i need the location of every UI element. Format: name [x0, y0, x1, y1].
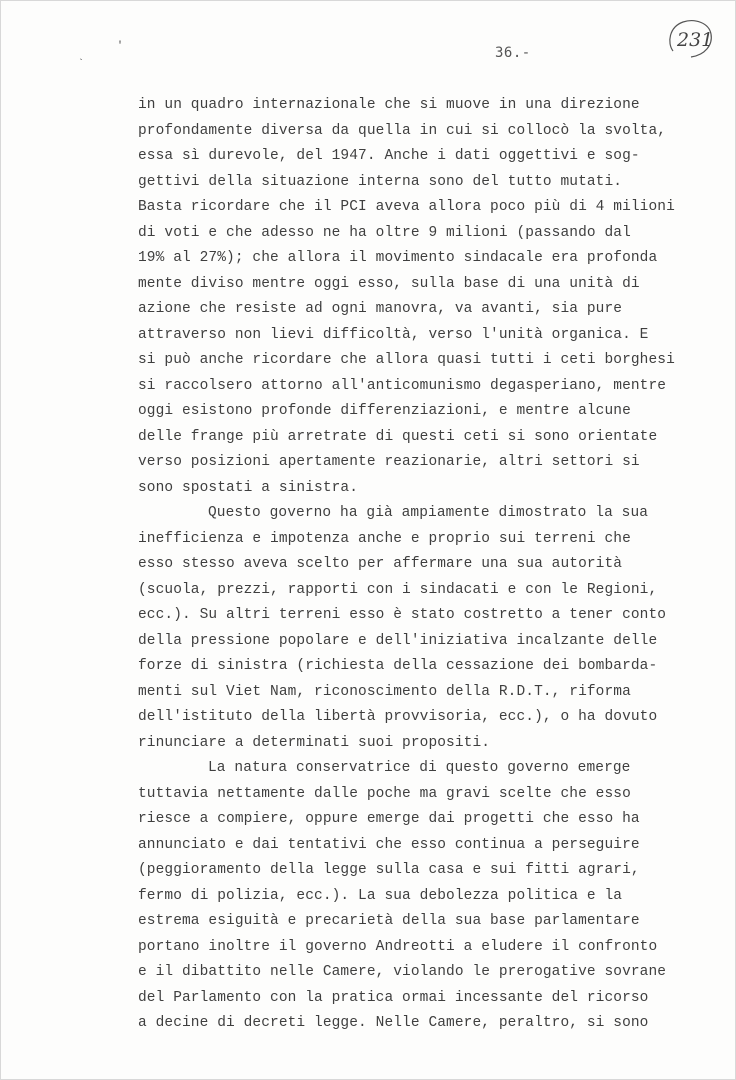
text-line: Questo governo ha già ampiamente dimostrato la sua	[208, 505, 649, 521]
text-line: ecc.). Su altri terreni esso è stato costretto a tener conto	[138, 607, 667, 623]
margin-mark: '	[117, 41, 124, 52]
text-line: attraverso non lievi difficoltà, verso l'unità organica. E	[138, 326, 649, 343]
text-line: (peggioramento della legge sulla casa e sui fitti agrari,	[138, 862, 640, 878]
text-line: a decine di decreti legge. Nelle Camere, peraltro, si sono	[138, 1015, 649, 1031]
text-line: riesce a compiere, oppure emerge dai progetti che esso ha	[138, 811, 640, 827]
text-line: azione che resiste ad ogni manovra, va avanti, sia pure	[138, 301, 623, 317]
text-line: delle frange più arretrate di questi ceti si sono orientate	[138, 428, 658, 445]
text-line: annunciato e dai tentativi che esso continua a perseguire	[138, 836, 640, 853]
text-line: portano inoltre il governo Andreotti a eludere il confronto	[138, 938, 658, 955]
text-line: estrema esiguità e precarietà della sua base parlamentare	[138, 913, 640, 929]
stamp-number: 231	[677, 29, 714, 51]
text-line: esso stesso aveva scelto per affermare una sua autorità	[138, 556, 623, 572]
text-line: fermo di polizia, ecc.). La sua debolezza politica e la	[138, 887, 623, 904]
text-line: gettivi della situazione interna sono del tutto mutati.	[138, 173, 623, 190]
paragraph	[138, 756, 698, 1037]
text-line: e il dibattito nelle Camere, violando le prerogative sovrane	[138, 964, 667, 980]
text-line: verso posizioni apertamente reazionarie, altri settori si	[138, 454, 640, 470]
text-line: (scuola, prezzi, rapporti con i sindacati e con le Regioni,	[138, 581, 658, 598]
text-line: Basta ricordare che il PCI aveva allora poco più di 4 milioni	[138, 199, 675, 215]
text-line: menti sul Viet Nam, riconoscimento della R.D.T., riforma	[138, 683, 631, 700]
text-line: si può anche ricordare che allora quasi tutti i ceti borghesi	[138, 352, 675, 368]
text-line: della pressione popolare e dell'iniziativa incalzante delle	[138, 632, 658, 649]
text-line: profondamente diversa da quella in cui si collocò la svolta,	[138, 122, 667, 139]
text-line: sono spostati a sinistra.	[138, 479, 359, 496]
stamp-circle-icon	[665, 17, 715, 61]
page-number: 36.-	[495, 45, 531, 61]
text-line: mente diviso mentre oggi esso, sulla base di una unità di	[138, 275, 640, 292]
text-line: del Parlamento con la pratica ormai incessante del ricorso	[138, 989, 649, 1006]
text-line: dell'istituto della libertà provvisoria, ecc.), o ha dovuto	[138, 709, 658, 725]
text-line: 19% al 27%); che allora il movimento sindacale era profonda	[138, 250, 658, 266]
archive-stamp	[665, 17, 715, 61]
text-line: di voti e che adesso ne ha oltre 9 milioni (passando dal	[138, 224, 631, 241]
paragraph	[138, 93, 698, 501]
text-line: forze di sinistra (richiesta della cessazione dei bombarda-	[138, 658, 658, 674]
paragraph	[138, 501, 698, 756]
text-line: in un quadro internazionale che si muove in una direzione	[138, 97, 640, 113]
text-line: rinunciare a determinati suoi propositi.	[138, 734, 491, 751]
text-line: essa sì durevole, del 1947. Anche i dati oggettivi e sog-	[138, 148, 640, 164]
text-line: inefficienza e impotenza anche e proprio sui terreni che	[138, 530, 631, 547]
margin-mark: `	[78, 59, 85, 70]
text-line: si raccolsero attorno all'anticomunismo degasperiano, mentre	[138, 377, 667, 394]
text-line: oggi esistono profonde differenziazioni, e mentre alcune	[138, 403, 631, 419]
text-line: tuttavia nettamente dalle poche ma gravi scelte che esso	[138, 785, 631, 802]
document-body	[138, 93, 698, 1037]
text-line: La natura conservatrice di questo governo emerge	[208, 760, 631, 776]
